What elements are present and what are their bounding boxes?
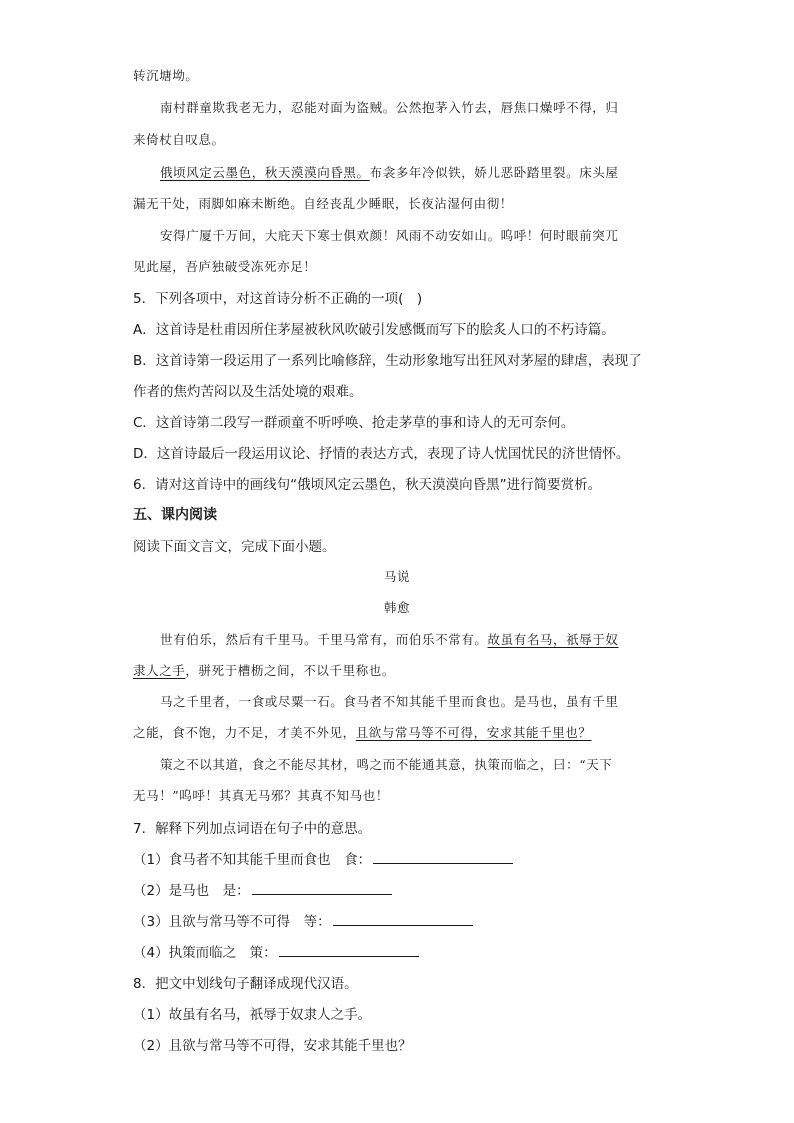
passage-text: 世有伯乐，然后有千里马。千里马常有，而伯乐不常有。 (160, 632, 488, 647)
passage-text: ，骈死于槽枥之间，不以千里称也。 (185, 663, 396, 678)
question-7-stem: 7．解释下列加点词语在句子中的意思。 (133, 821, 372, 837)
poem-line: 来倚杖自叹息。 (133, 132, 225, 147)
q7-item-text: （3）且欲与常马等不可得 等： (133, 914, 331, 930)
q7-item-2 (133, 879, 392, 899)
q5-option-b: B．这首诗第一段运用了一系列比喻修辞，生动形象地写出狂风对茅屋的肆虐，表现了 (133, 353, 642, 369)
q7-item-text: （2）是马也 是： (133, 883, 250, 899)
poem-line (160, 163, 619, 181)
passage-line: 策之不以其道，食之不能尽其材，鸣之而不能通其意，执策而临之，曰：“天下 (160, 757, 613, 772)
section-instruction: 阅读下面文言文，完成下面小题。 (133, 539, 336, 555)
q5-option-d: D．这首诗最后一段运用议论、抒情的表达方式，表现了诗人忧国忧民的济世情怀。 (133, 446, 630, 462)
poem-line: 漏无干处，雨脚如麻未断绝。自经丧乱少睡眠，长夜沾湿何由彻！ (133, 196, 513, 211)
underlined-sentence-2: 且欲与常马等不可得，安求其能千里也？ (355, 725, 592, 740)
passage-title: 马说 (383, 569, 411, 584)
q5-option-a: A．这首诗是杜甫因所住茅屋被秋风吹破引发感慨而写下的脍炙人口的不朽诗篇。 (133, 322, 615, 338)
q7-item-4 (133, 941, 419, 961)
poem-line: 南村群童欺我老无力，忍能对面为盗贼。公然抱茅入竹去，唇焦口燥呼不得，归 (160, 100, 619, 115)
underlined-sentence-1: 故虽有名马，祇辱于奴 (487, 632, 619, 647)
section-heading: 五、课内阅读 (133, 507, 217, 523)
answer-blank[interactable] (333, 925, 473, 926)
question-8-stem: 8．把文中划线句子翻译成现代汉语。 (133, 976, 358, 992)
passage-line (133, 723, 592, 741)
question-6: 6．请对这首诗中的画线句“俄顷风定云墨色，秋天漠漠向昏黑”进行简要赏析。 (133, 477, 602, 493)
q8-item-1: （1）故虽有名马，祇辱于奴隶人之手。 (133, 1007, 372, 1023)
question-5-stem: 5．下列各项中，对这首诗分析不正确的一项( ) (133, 291, 423, 307)
passage-line (133, 661, 395, 679)
poem-line: 转沉塘坳。 (133, 68, 199, 83)
underlined-poem-sentence: 俄顷风定云墨色，秋天漠漠向昏黑。 (160, 165, 370, 180)
underlined-sentence-1-cont: 隶人之手 (133, 663, 186, 678)
passage-line: 无马！”呜呼！其真无马邪？其真不知马也！ (133, 788, 389, 803)
passage-line (160, 630, 619, 648)
poem-line: 安得广厦千万间，大庇天下寒士俱欢颜！风雨不动安如山。呜呼！何时眼前突兀 (160, 228, 619, 243)
passage-line: 马之千里者，一食或尽粟一石。食马者不知其能千里而食也。是马也，虽有千里 (160, 694, 619, 709)
q7-item-1 (133, 848, 513, 868)
passage-text: 之能，食不饱，力不足，才美不外见， (133, 725, 356, 740)
q7-item-text: （1）食马者不知其能千里而食也 食： (133, 852, 372, 868)
passage-author: 韩愈 (383, 600, 411, 615)
q5-option-c: C．这首诗第二段写一群顽童不听呼唤、抢走茅草的事和诗人的无可奈何。 (133, 415, 575, 431)
q8-item-2: （2）且欲与常马等不可得，安求其能千里也？ (133, 1038, 412, 1054)
answer-blank[interactable] (373, 863, 513, 864)
q7-item-3 (133, 910, 473, 930)
q5-option-b-cont: 作者的焦灼苦闷以及生活处境的艰难。 (133, 384, 363, 400)
answer-blank[interactable] (279, 956, 419, 957)
q7-item-text: （4）执策而临之 策： (133, 945, 277, 961)
answer-blank[interactable] (252, 894, 392, 895)
poem-line: 见此屋，吾庐独破受冻死亦足！ (133, 259, 317, 274)
poem-text: 布衾多年冷似铁，娇儿恶卧踏里裂。床头屋 (369, 165, 619, 180)
